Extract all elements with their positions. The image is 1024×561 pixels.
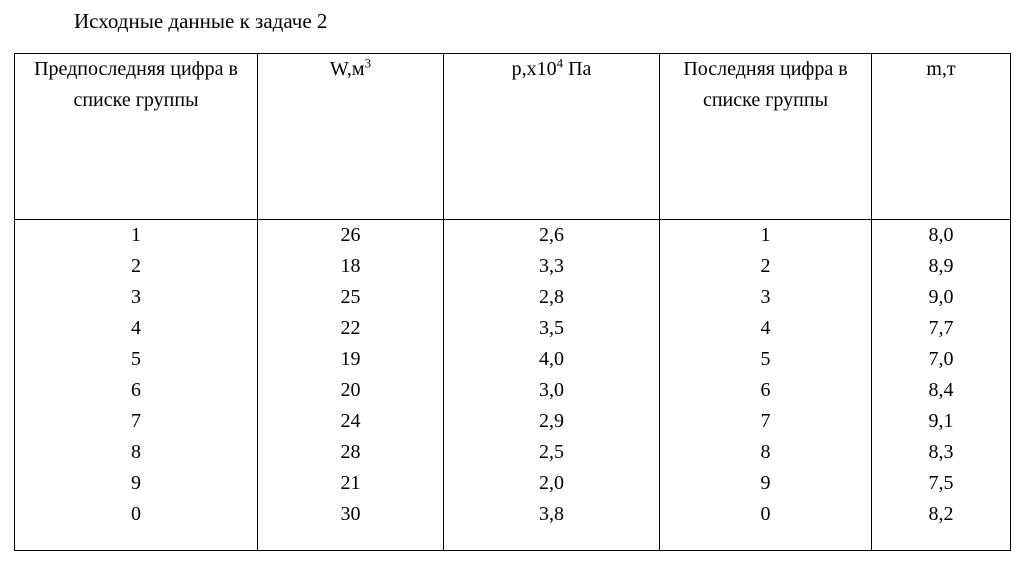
cell-value: 9 xyxy=(131,472,141,494)
column-values-penultimate-digit xyxy=(15,220,258,551)
column-header-last-digit xyxy=(660,54,872,220)
cell-value: 5 xyxy=(131,348,141,370)
cell-value: 7,0 xyxy=(928,348,954,370)
cell-value: 0 xyxy=(131,503,141,525)
cell-value: 8 xyxy=(131,441,141,463)
cell-value: 2 xyxy=(131,255,141,277)
cell-value: 7,7 xyxy=(928,317,954,339)
cell-value: 4,0 xyxy=(539,348,564,370)
cell-value: 7,5 xyxy=(928,472,954,494)
cell-value: 6 xyxy=(760,379,771,401)
column-values-last-digit xyxy=(660,220,872,551)
column-header-penultimate-digit xyxy=(15,54,258,220)
data-table-container xyxy=(14,53,1010,551)
cell-value: 8,0 xyxy=(928,224,954,246)
cell-value: 2 xyxy=(760,255,771,277)
cell-value: 20 xyxy=(340,379,361,401)
cell-value: 30 xyxy=(340,503,361,525)
cell-value: 9,1 xyxy=(928,410,954,432)
cell-value: 8,2 xyxy=(928,503,954,525)
page-title: Исходные данные к задаче 2 xyxy=(74,9,328,33)
cell-value: 9 xyxy=(760,472,771,494)
cell-value: 21 xyxy=(340,472,361,494)
cell-value: 4 xyxy=(760,317,771,339)
column-header-label: m,т xyxy=(926,58,956,80)
cell-value: 9,0 xyxy=(928,286,954,308)
cell-value: 2,5 xyxy=(539,441,564,463)
column-header-volume xyxy=(258,54,444,220)
column-header-label: $p,х10^4$ Па xyxy=(511,55,592,80)
cell-value: 3,5 xyxy=(539,317,564,339)
table-header-row xyxy=(15,54,1011,220)
column-header-pressure xyxy=(444,54,660,220)
cell-value: 7 xyxy=(760,410,771,432)
column-header-label: Предпоследняя цифра в списке группы xyxy=(34,58,238,111)
column-header-mass xyxy=(872,54,1011,220)
cell-value: 8,4 xyxy=(928,379,954,401)
cell-value: 6 xyxy=(131,379,141,401)
cell-value: 5 xyxy=(760,348,771,370)
cell-value: 26 xyxy=(340,224,361,246)
cell-value: 1 xyxy=(131,224,141,246)
cell-value: 8,9 xyxy=(928,255,954,277)
cell-value: 2,6 xyxy=(539,224,564,246)
cell-value: 8,3 xyxy=(928,441,954,463)
cell-value: 25 xyxy=(340,286,361,308)
column-header-label: Последняя цифра в списке группы xyxy=(683,58,848,111)
column-header-label: $W,м^3$ xyxy=(329,55,372,80)
cell-value: 19 xyxy=(340,348,361,370)
cell-value: 22 xyxy=(340,317,361,339)
cell-value: 1 xyxy=(760,224,771,246)
cell-value: 4 xyxy=(131,317,141,339)
cell-value: 3 xyxy=(131,286,141,308)
cell-value: 0 xyxy=(760,503,771,525)
cell-value: 2,8 xyxy=(539,286,564,308)
cell-value: 8 xyxy=(760,441,771,463)
cell-value: 3 xyxy=(760,286,771,308)
cell-value: 3,3 xyxy=(539,255,564,277)
cell-value: 2,9 xyxy=(539,410,564,432)
cell-value: 3,8 xyxy=(539,503,564,525)
cell-value: 7 xyxy=(131,410,141,432)
column-values-mass xyxy=(872,220,1011,551)
cell-value: 24 xyxy=(340,410,361,432)
cell-value: 18 xyxy=(340,255,361,277)
column-values-pressure xyxy=(444,220,660,551)
cell-value: 2,0 xyxy=(539,472,564,494)
column-values-volume xyxy=(258,220,444,551)
table-body-row xyxy=(15,220,1011,551)
data-table xyxy=(14,53,1011,551)
cell-value: 28 xyxy=(340,441,361,463)
cell-value: 3,0 xyxy=(539,379,564,401)
